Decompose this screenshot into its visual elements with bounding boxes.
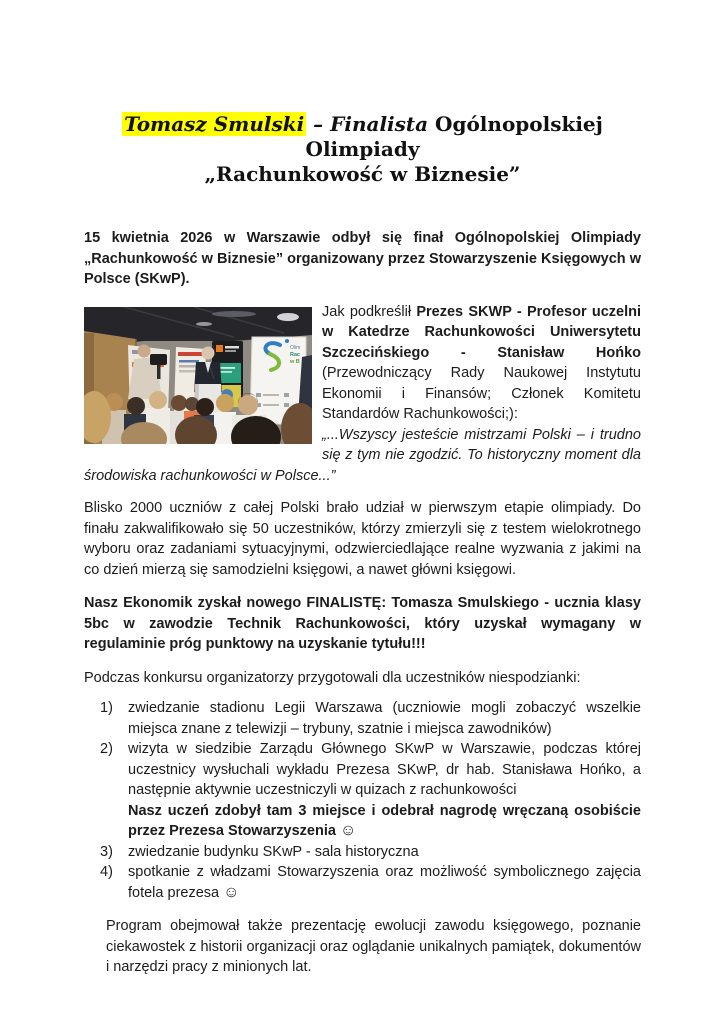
photo-center-banner-redband [178, 352, 203, 356]
photo-video-camera [150, 354, 167, 365]
title-highlighted-name: Tomasz Smulski [124, 112, 305, 136]
list-item-number: 4) [100, 864, 113, 880]
speaker-paragraph-pre: Jak podkreślił [322, 303, 417, 320]
photo-audience-head-2 [127, 397, 145, 415]
list-item-number: 3) [100, 843, 113, 860]
photo-audience-head-6 [196, 398, 214, 416]
list-item-text: zwiedzanie budynku SKwP - sala historyczna [128, 843, 419, 860]
list-item-text: zwiedzanie stadionu Legii Warszawa (uczniowie mogli zobaczyć wszelkie miejsca znane z telewizji – trybuny, szatnie i miejsca zawodników) [128, 700, 641, 737]
surprises-intro: Podczas konkursu organizatorzy przygotowali dla uczestników niespodzianki: [84, 669, 581, 686]
list-item-text [128, 739, 641, 842]
event-photo-illustration [84, 307, 312, 444]
photo-sponsor-textline2 [225, 350, 236, 352]
list-item [84, 698, 641, 739]
photo-camera-gimbal [157, 365, 161, 379]
list-item [84, 739, 641, 842]
document-content [84, 0, 641, 978]
speaker-paragraph-post: (Przewodniczący Rady Naukowej Instytutu Ekonomii i Finansów; Członek Komitetu Standardów Rachunkowości;): [322, 365, 641, 422]
title-finalista: Finalista [330, 112, 429, 136]
photo-left-banner-logo [132, 350, 138, 354]
list-item [84, 842, 641, 863]
photo-rollup-text-2: Rac [290, 351, 301, 358]
photo-sponsor-logo [216, 345, 223, 352]
smiley-emoji: ☺ [223, 883, 240, 901]
speaker-paragraph-bold: Prezes SKWP - Profesor uczelni w Katedrze Rachunkowości Uniwersytetu Szczecińskiego - Stanisław Hońko [322, 303, 641, 361]
list-item-number: 1) [100, 700, 113, 716]
photo-cameraman-head [138, 344, 151, 357]
list-item [84, 862, 641, 903]
list-item-number: 2) [100, 741, 113, 757]
photo-rollup-miniline1 [263, 394, 279, 396]
photo-ceiling-light-strip [212, 311, 256, 317]
page-title [84, 112, 641, 187]
photo-center-banner-line3 [179, 370, 197, 373]
photo-sponsor-textline [225, 346, 239, 349]
photo-audience-head-3 [149, 391, 167, 409]
finalist-paragraph: Nasz Ekonomik zyskał nowego FINALISTĘ: Tomasza Smulskiego - ucznia klasy 5bc w zawodzie Technik Rachunkowości, który uzyskał wymagany w regulaminie próg punktowy na uzyskanie tytułu!!! [84, 595, 641, 652]
closing-paragraph: Program obejmował także prezentację ewolucji zawodu księgowego, poznanie ciekawostek z historii organizacji oraz oglądanie unikalnych pamiątek, dokumentów i narzędzi pracy z minionych lat. [106, 918, 641, 975]
title-dash: – [306, 112, 331, 136]
photo-rollup-minilogo4 [284, 403, 289, 407]
smiley-emoji: ☺ [339, 822, 357, 839]
photo-speaker-head [202, 346, 215, 359]
award-note-text: Nasz uczeń zdobył tam 3 miejsce i odebrał nagrodę wręczaną osobiście przez Prezesa Stowarzyszenia [128, 802, 641, 839]
photo-rollup-miniline2 [263, 404, 279, 406]
list-item-main-text: wizyta w siedzibie Zarządu Głównego SKwP w Warszawie, podczas której uczestnicy wysłuchali wykładu Prezesa SKwP, dr hab. Stanisława Hońko, a następnie aktywnie uczestniczyli w quizach z rachunkowości [128, 741, 641, 798]
quote-paragraph: „...Wszyscy jesteście mistrzami Polski – i trudno się z tym nie zgodzić. To historyczny moment dla środowiska rachunkowości w Polsce...” [84, 426, 641, 484]
photo-logo-dot [285, 339, 289, 343]
photo-rollup-minilogo1 [256, 393, 261, 397]
list-item-text [128, 862, 641, 903]
photo-text-section [84, 302, 641, 487]
photo-audience-head-7 [216, 394, 234, 412]
photo-audience-head-8 [238, 395, 258, 415]
title-line2: „Rachunkowość w Biznesie” [204, 162, 521, 186]
list-item-main-text: spotkanie z władzami Stowarzyszenia oraz możliwość symbolicznego zajęcia fotela prezesa [128, 864, 641, 901]
photo-ceiling-light [277, 313, 299, 321]
photo-audience-head-4 [171, 395, 187, 411]
photo-rollup-text-1: Olim [290, 344, 301, 351]
surprises-list [84, 698, 641, 903]
photo-rollup-minilogo3 [284, 393, 289, 397]
photo-ceiling-light-small [196, 322, 212, 326]
intro-paragraph: 15 kwietnia 2026 w Warszawie odbył się finał Ogólnopolskiej Olimpiady „Rachunkowość w Biznesie” organizowany przez Stowarzyszenie Księgowych w Polsce (SKwP). [84, 230, 641, 287]
event-photo [84, 307, 312, 444]
award-note [128, 801, 641, 842]
participants-paragraph: Blisko 2000 uczniów z całej Polski brało udział w pierwszym etapie olimpiady. Do finału zakwalifikowało się 50 uczestników, którzy zmierzyli się z testem wielokrotnego wyboru oraz zadaniami sytuacyjnymi, odzwierciedlające realne wyzwania z jakimi na co dzień mierzą się samodzielni księgowi, a nawet główni księgowi. [84, 500, 641, 578]
title-rest: Ogólnopolskiej Olimpiady [305, 112, 603, 161]
photo-rollup-text-3: w B [290, 358, 300, 365]
